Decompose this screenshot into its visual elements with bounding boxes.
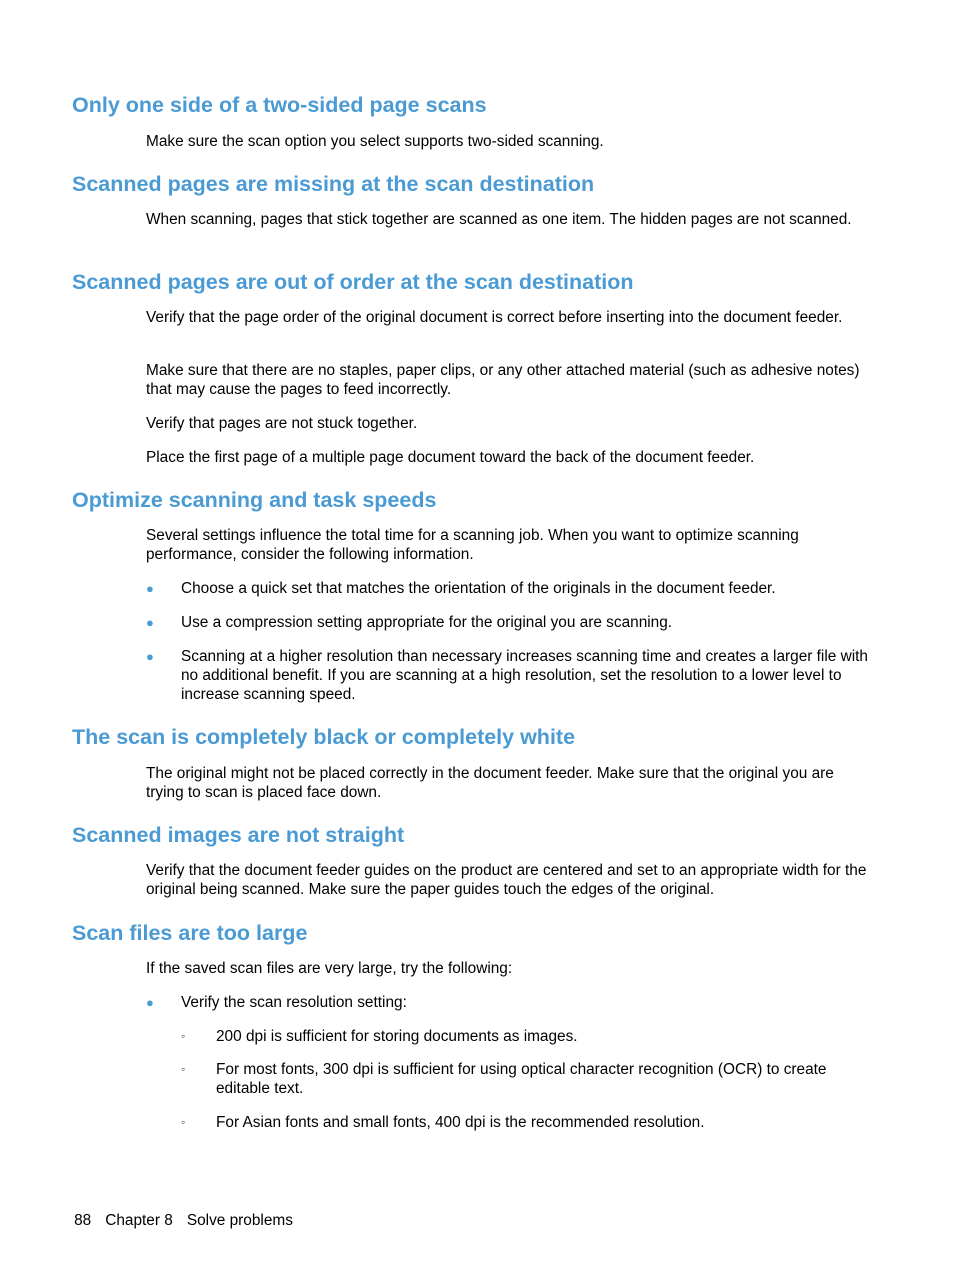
page-footer bbox=[57, 1192, 307, 1249]
paragraph: Verify that pages are not stuck together. bbox=[146, 415, 418, 432]
sub-list-item: For most fonts, 300 dpi is sufficient for using optical character recognition (OCR) to create editable text. bbox=[216, 1061, 827, 1098]
paragraph: When scanning, pages that stick together are scanned as one item. The hidden pages are not scanned. bbox=[146, 211, 852, 228]
paragraph: If the saved scan files are very large, try the following: bbox=[146, 960, 513, 977]
paragraph: Verify that the page order of the original document is correct before inserting into the document feeder. bbox=[146, 309, 843, 326]
bullet-icon: ● bbox=[146, 995, 154, 1010]
list-item: Verify the scan resolution setting: bbox=[181, 994, 407, 1011]
section-heading: Scan files are too large bbox=[72, 921, 308, 945]
bullet-icon: ● bbox=[146, 581, 154, 596]
paragraph: Verify that the document feeder guides on the product are centered and set to an appropriate width for the original being scanned. Make sure the paper guides touch the edges of the original. bbox=[146, 862, 867, 899]
section-heading: Optimize scanning and task speeds bbox=[72, 488, 437, 512]
list-item: Choose a quick set that matches the orientation of the originals in the document feeder. bbox=[181, 580, 776, 597]
sub-bullet-icon: ◦ bbox=[181, 1115, 186, 1129]
section-heading: Only one side of a two-sided page scans bbox=[72, 93, 487, 117]
bullet-icon: ● bbox=[146, 615, 154, 630]
section-heading: Scanned pages are out of order at the scan destination bbox=[72, 270, 634, 294]
bullet-icon: ● bbox=[146, 649, 154, 664]
section-heading: Scanned images are not straight bbox=[72, 823, 405, 847]
sub-bullet-icon: ◦ bbox=[181, 1062, 186, 1076]
list-item: Scanning at a higher resolution than necessary increases scanning time and creates a larger file with no additional benefit. If you are scanning at a high resolution, set the resolution to a lower level to increase scanning speed. bbox=[181, 648, 868, 704]
paragraph: Place the first page of a multiple page document toward the back of the document feeder. bbox=[146, 449, 755, 466]
sub-list-item: 200 dpi is sufficient for storing documents as images. bbox=[216, 1028, 578, 1045]
page-number: 88 bbox=[74, 1212, 92, 1229]
paragraph: Make sure the scan option you select supports two-sided scanning. bbox=[146, 133, 604, 150]
section-heading: Scanned pages are missing at the scan destination bbox=[72, 172, 595, 196]
list-item: Use a compression setting appropriate for the original you are scanning. bbox=[181, 614, 673, 631]
sub-bullet-icon: ◦ bbox=[181, 1029, 186, 1043]
paragraph: Make sure that there are no staples, paper clips, or any other attached material (such as adhesive notes) that may cause the pages to feed incorrectly. bbox=[146, 362, 860, 399]
chapter-title: Solve problems bbox=[186, 1212, 293, 1229]
section-heading: The scan is completely black or completely white bbox=[72, 725, 576, 749]
chapter-label: Chapter 8 bbox=[105, 1212, 173, 1229]
sub-list-item: For Asian fonts and small fonts, 400 dpi is the recommended resolution. bbox=[216, 1114, 705, 1131]
paragraph: The original might not be placed correctly in the document feeder. Make sure that the original you are trying to scan is placed face down. bbox=[146, 765, 834, 802]
paragraph: Several settings influence the total time for a scanning job. When you want to optimize scanning performance, consider the following information. bbox=[146, 527, 799, 564]
